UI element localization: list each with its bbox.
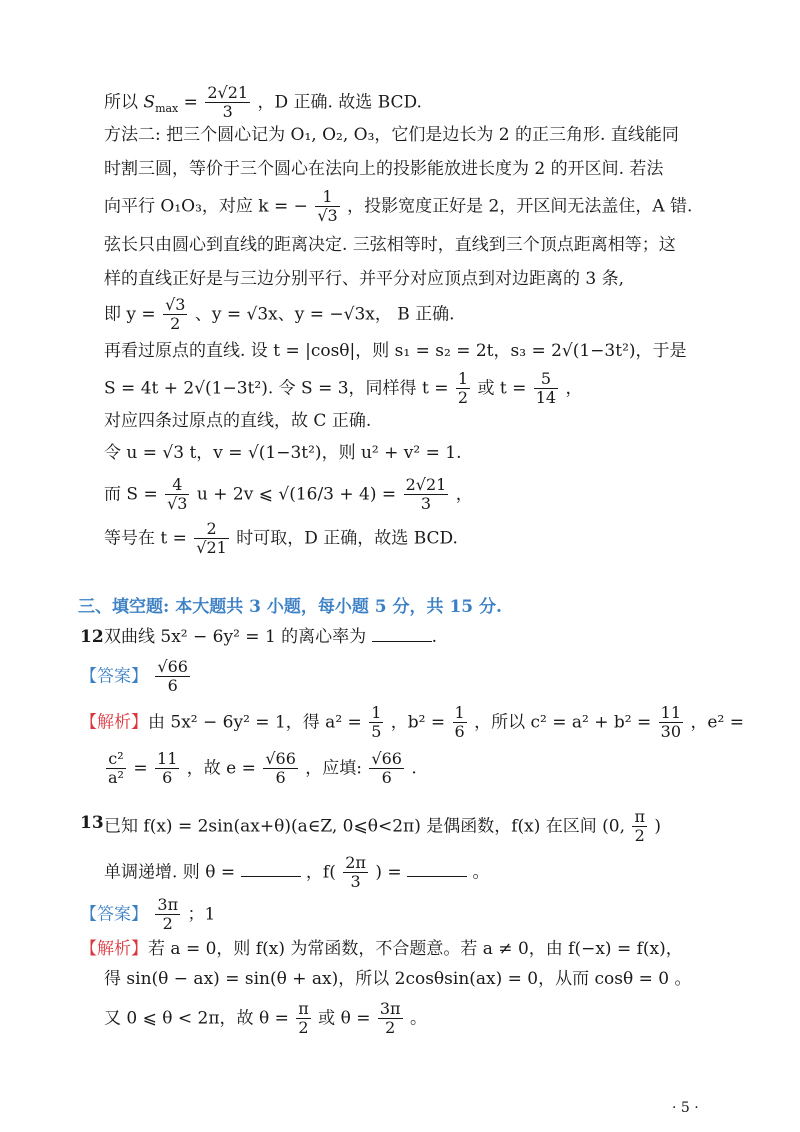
text-line: 所以 $S_{max}$ = $\frac{2√21}{3}$ ，D 正确. 故选 BCD.	[104, 83, 422, 122]
answer-blank	[241, 858, 301, 877]
text: .	[411, 758, 417, 779]
page-number: · 5 ·	[672, 1100, 699, 1116]
text-line	[104, 187, 693, 226]
fraction: $\frac{3\pi}{2}$	[157, 895, 179, 934]
text-line	[104, 369, 583, 408]
analysis-line	[80, 934, 683, 964]
text: ；1	[187, 904, 216, 925]
fraction: $\frac{2\pi}{3}$	[345, 853, 366, 892]
question-13-line2	[104, 853, 490, 892]
text-line: 弦长只由圆心到直线的距离决定. 三弦相等时，直线到三个顶点距离相等；这	[104, 235, 676, 255]
answer-tag: 【答案】	[80, 904, 148, 925]
text-line	[104, 519, 458, 558]
fraction: $\frac{4}{√3}$	[167, 475, 188, 514]
text: ，	[455, 484, 473, 505]
math: S	[143, 92, 156, 113]
text: 单调递增. 则 θ =	[104, 862, 241, 883]
analysis-line	[80, 703, 744, 742]
analysis-line: 得 sin(θ − ax) = sin(θ + ax)，所以 2cosθsin(ax) = 0，从而 cosθ = 0 。	[104, 969, 692, 989]
text: 。	[409, 1008, 427, 1029]
text: 又 0 ⩽ θ < 2π，故 θ =	[104, 1008, 295, 1029]
answer-tag: 【答案】	[80, 666, 148, 687]
text: S = 4t + 2√(1−3t²). 令 S = 3，同样得 t =	[104, 378, 454, 399]
text: 若 a = 0，则 f(x) 为常函数，不合题意。若 a ≠ 0，由 f(−x) = f(x)，	[148, 939, 683, 959]
text: 由 5x² − 6y² = 1，得 a² =	[148, 712, 368, 733]
text: ，b² =	[390, 712, 451, 733]
fraction: $\frac{11}{30}$	[660, 703, 682, 742]
fraction: $\frac{\pi}{2}$	[634, 807, 645, 846]
text: ，所以 c² = a² + b² =	[474, 712, 657, 733]
fraction: $\frac{2√21}{3}$	[405, 475, 447, 514]
fraction: $\frac{1}{√3}$	[317, 187, 338, 226]
fraction: $\frac{5}{14}$	[535, 369, 557, 408]
section-heading: 三、填空题: 本大题共 3 小题，每小题 5 分，共 15 分.	[78, 597, 502, 617]
text: ，故 e =	[186, 758, 262, 779]
text-line: 再看过原点的直线. 设 t = |cosθ|，则 s₁ = s₂ = 2t，s₃ = 2√(1−3t²)，于是	[104, 341, 687, 361]
fraction: $\frac{\text{c²}}{\text{a²}}$	[108, 749, 124, 788]
analysis-tag: 【解析】	[80, 939, 148, 959]
fraction: $\frac{3\pi}{2}$	[379, 999, 401, 1038]
text: ，D 正确. 故选 BCD.	[257, 92, 422, 113]
fraction: $\frac{1}{5}$	[371, 703, 382, 742]
text-line: 对应四条过原点的直线，故 C 正确.	[104, 411, 372, 431]
text: u + 2v ⩽ √(16/3 + 4) =	[196, 484, 402, 505]
answer-blank	[372, 623, 432, 642]
fraction: $\frac{2√21}{3}$	[207, 83, 249, 122]
question-number: 13	[80, 813, 104, 833]
text-line	[104, 475, 473, 514]
text: 时可取，D 正确，故选 BCD.	[236, 528, 458, 549]
text: 已知 f(x) = 2sin(ax+θ)(a∈Z, 0⩽θ<2π) 是偶函数，f(x) 在区间 (0,	[104, 816, 631, 837]
analysis-tag: 【解析】	[80, 712, 148, 733]
text-line: 令 u = √3 t，v = √(1−3t²)，则 u² + v² = 1.	[104, 443, 462, 463]
fraction: $\frac{√66}{6}$	[371, 749, 402, 788]
fraction: $\frac{11}{6}$	[157, 749, 178, 788]
text: ) =	[375, 862, 408, 883]
text: 。	[472, 862, 490, 883]
text: ，e² =	[690, 712, 744, 733]
text-line: 方法二: 把三个圆心记为 O₁, O₂, O₃，它们是边长为 2 的正三角形. 直线能同	[104, 125, 679, 145]
text: ，应填:	[305, 758, 368, 779]
answer-line	[80, 657, 192, 696]
fraction: $\frac{2}{√21}$	[196, 519, 227, 558]
text: 双曲线 5x² − 6y² = 1 的离心率为	[104, 627, 367, 647]
answer-blank	[407, 858, 467, 877]
fraction: $\frac{√66}{6}$	[157, 657, 188, 696]
math-sub: max	[155, 101, 179, 115]
text: 等号在 t =	[104, 528, 193, 549]
fraction: $\frac{√3}{2}$	[165, 295, 186, 334]
question-12	[80, 622, 437, 652]
text: 即 y =	[104, 304, 162, 325]
text-line	[104, 295, 455, 334]
fraction: $\frac{√66}{6}$	[265, 749, 296, 788]
fraction: $\frac{\pi}{2}$	[298, 999, 309, 1038]
text: 向平行 O₁O₃，对应 k = −	[104, 196, 308, 217]
text: )	[654, 816, 661, 837]
text: 或 t =	[477, 378, 532, 399]
answer-line	[80, 895, 216, 934]
fraction: $\frac{1}{2}$	[457, 369, 469, 408]
fraction: $\frac{1}{6}$	[454, 703, 465, 742]
text-line: 时割三圆，等价于三个圆心在法向上的投影能放进长度为 2 的开区间. 若法	[104, 159, 664, 179]
text: 而 S =	[104, 484, 164, 505]
text: ，投影宽度正好是 2，开区间无法盖住，A 错.	[347, 196, 693, 217]
text: .	[431, 627, 437, 647]
text-line: 样的直线正好是与三边分别平行、并平分对应顶点到对边距离的 3 条,	[104, 269, 625, 289]
text: ，	[565, 378, 583, 399]
analysis-line	[104, 749, 417, 788]
analysis-line	[104, 999, 427, 1038]
question-number: 12	[80, 627, 104, 647]
text: ，f(	[305, 862, 336, 883]
text: 或 θ =	[318, 1008, 376, 1029]
text: 所以	[104, 92, 144, 113]
text: =	[133, 758, 154, 779]
text: 、y = √3x、y = −√3x， B 正确.	[194, 304, 455, 325]
question-13	[80, 807, 661, 846]
